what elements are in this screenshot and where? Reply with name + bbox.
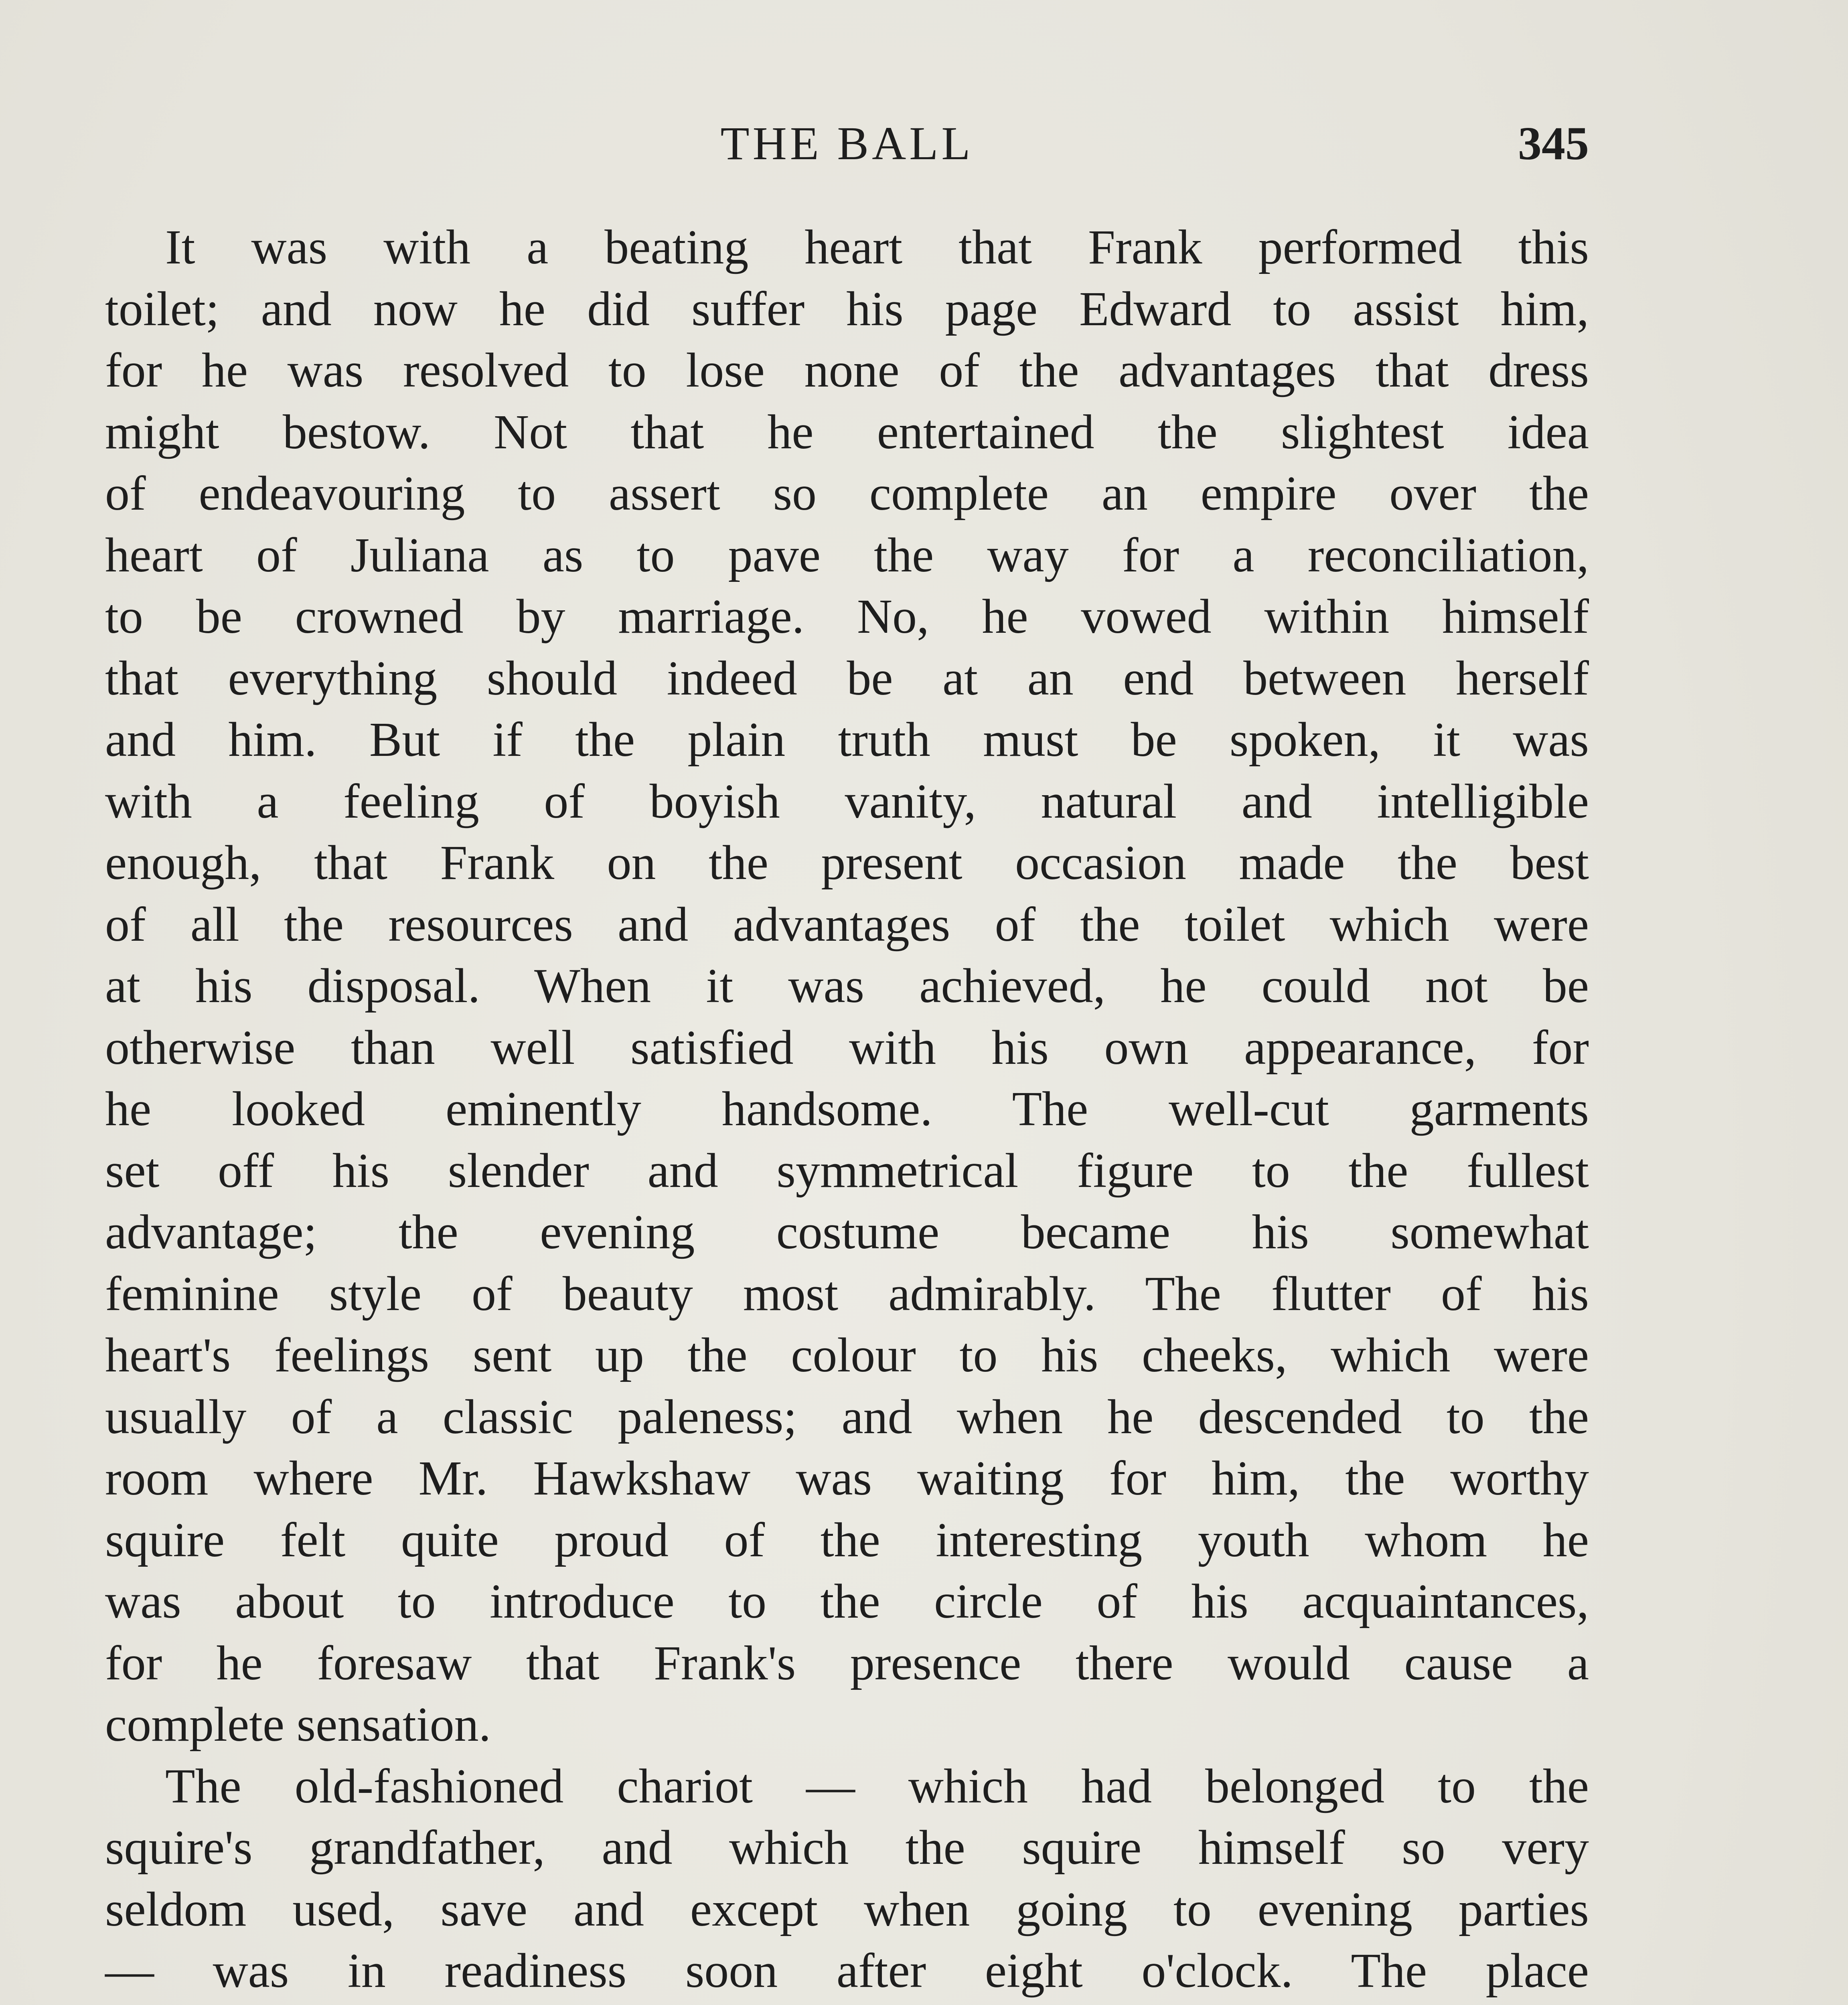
text-line: was about to introduce to the circle of his acquaintances, (105, 1574, 1589, 1628)
text-line: with a feeling of boyish vanity, natural and intelligible (105, 774, 1589, 828)
text-line: to be crowned by marriage. No, he vowed within himself (105, 589, 1589, 644)
body-text (105, 217, 1589, 2005)
page-header (105, 107, 1589, 180)
text-line (105, 2002, 1589, 2005)
paragraph (105, 1756, 1589, 2005)
running-head: THE BALL (720, 117, 974, 170)
text-line: It was with a beating heart that Frank performed this (165, 220, 1589, 274)
text-line: usually of a classic paleness; and when he descended to the (105, 1389, 1589, 1444)
text-line: might bestow. Not that he entertained the slightest idea (105, 405, 1589, 459)
text-line: of endeavouring to assert so complete an empire over the (105, 466, 1589, 520)
text-line: advantage; the evening costume became his somewhat (105, 1205, 1589, 1259)
text-line: that everything should indeed be at an end between herself (105, 651, 1589, 705)
text-line: set off his slender and symmetrical figure to the fullest (105, 1143, 1589, 1198)
text-line: feminine style of beauty most admirably. The flutter of his (105, 1266, 1589, 1321)
text-line: for he foresaw that Frank's presence there would cause a (105, 1636, 1589, 1690)
text-line: enough, that Frank on the present occasion made the best (105, 836, 1589, 890)
text-line: for he was resolved to lose none of the advantages that dress (105, 343, 1589, 397)
text-line: otherwise than well satisfied with his own appearance, for (105, 1020, 1589, 1075)
text-line: heart of Juliana as to pave the way for a reconciliation, (105, 528, 1589, 582)
text-line: he looked eminently handsome. The well-cut garments (105, 1082, 1589, 1136)
text-line: seldom used, save and except when going to evening parties (105, 1882, 1589, 1936)
text-line: The old-fashioned chariot — which had belonged to the (165, 1759, 1589, 1813)
text-line: — was in readiness soon after eight o'clock. The place (105, 1944, 1589, 1998)
page-number: 345 (1518, 117, 1589, 170)
paragraph (105, 217, 1589, 1756)
text-line: room where Mr. Hawkshaw was waiting for him, the worthy (105, 1451, 1589, 1505)
text-line: squire felt quite proud of the interesting youth whom he (105, 1513, 1589, 1567)
text-line: squire's grandfather, and which the squire himself so very (105, 1821, 1589, 1875)
text-line: heart's feelings sent up the colour to his cheeks, which were (105, 1328, 1589, 1382)
text-line: toilet; and now he did suffer his page Edward to assist him, (105, 282, 1589, 336)
text-line: complete sensation. (105, 1697, 491, 1752)
text-line: at his disposal. When it was achieved, he could not be (105, 959, 1589, 1013)
text-line: and him. But if the plain truth must be spoken, it was (105, 713, 1589, 767)
text-line: of all the resources and advantages of the toilet which were (105, 897, 1589, 952)
